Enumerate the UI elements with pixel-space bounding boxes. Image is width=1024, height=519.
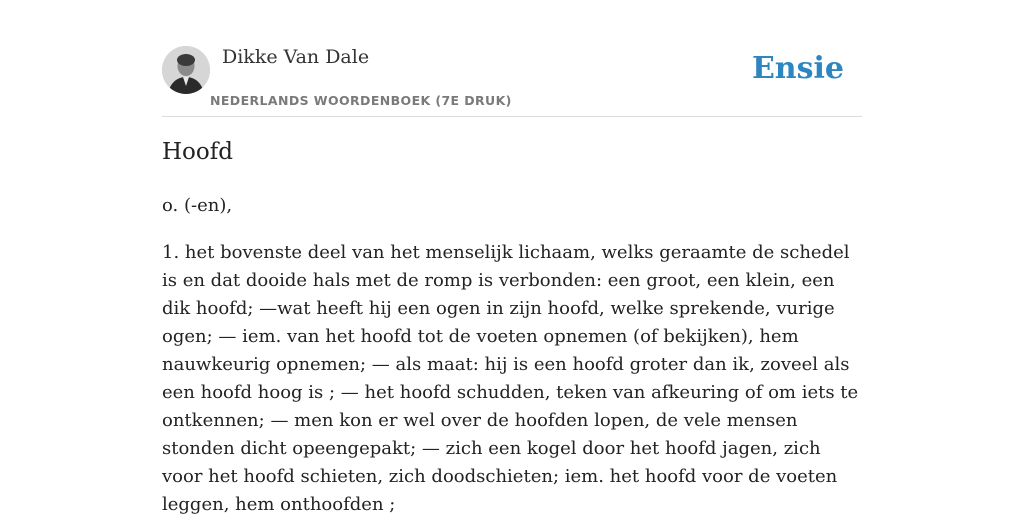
entry-title: Hoofd [162, 139, 233, 165]
entry-grammar: o. (-en), [162, 195, 233, 216]
source-subtitle: NEDERLANDS WOORDENBOEK (7E DRUK) [210, 93, 512, 108]
ensie-logo[interactable]: Ensie [751, 51, 844, 86]
source-header [162, 46, 862, 117]
avatar[interactable] [162, 46, 210, 94]
portrait-avatar-icon [162, 46, 210, 94]
source-name[interactable]: Dikke Van Dale [222, 46, 370, 68]
entry-definition: 1. het bovenste deel van het menselijk lichaam, welks geraamte de schedel is en dat dooide hals met de romp is verbonden: een groot, een klein, een dik hoofd; —wat heeft hij een ogen in zijn hoofd, welke sprekende, vurige ogen; — iem. van het hoofd tot de voeten opnemen (of bekijken), hem nauwkeurig opnemen; — als maat: hij is een hoofd groter dan ik, zoveel als een hoofd hoog is ; — het hoofd schudden, teken van afkeuring of om iets te ontkennen; — men kon er wel over de hoofden lopen, de vele mensen stonden dicht opeengepakt; — zich een kogel door het hoofd jagen, zich voor het hoofd schieten, zich doodschieten; iem. het hoofd voor de voeten leggen, hem onthoofden ; [162, 242, 859, 515]
